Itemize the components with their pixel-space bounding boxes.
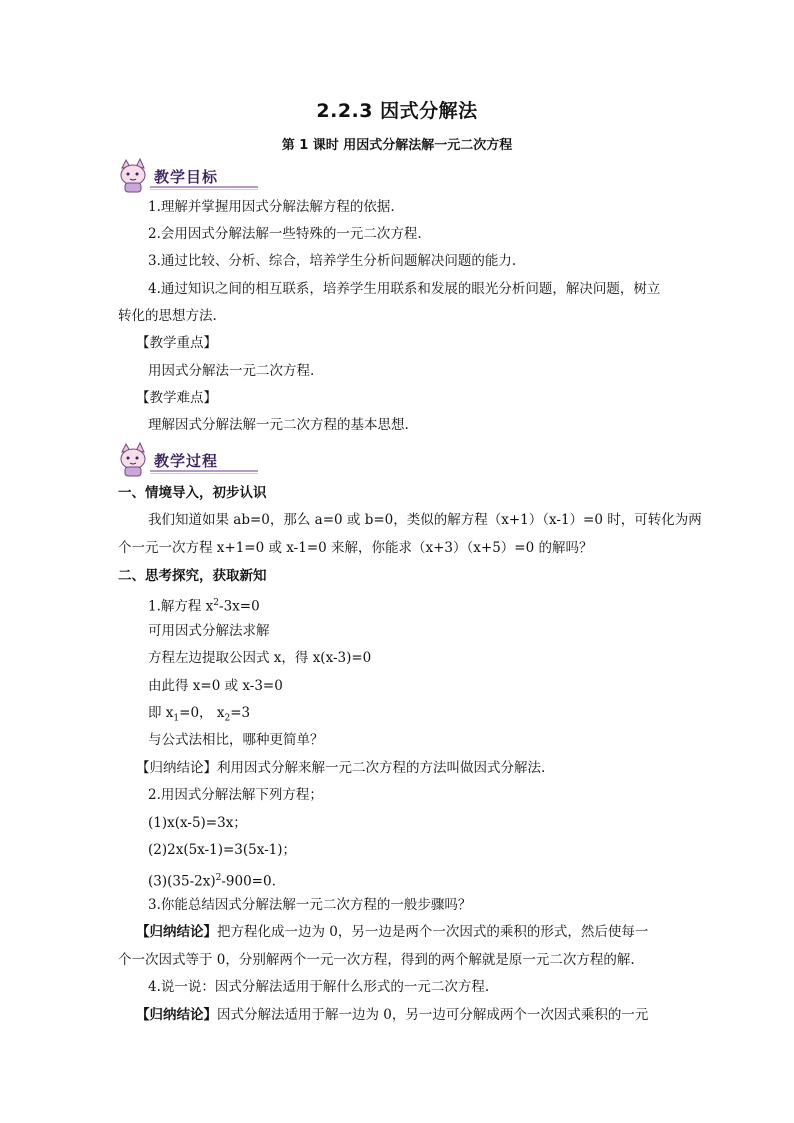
goal-item: 3.通过比较、分析、综合，培养学生分析问题解决问题的能力. bbox=[148, 253, 517, 269]
solution-line: 由此得 x=0 或 x-3=0 bbox=[148, 678, 283, 694]
conclusion-line: 【归纳结论】利用因式分解来解一元二次方程的方法叫做因式分解法. bbox=[136, 760, 546, 776]
exercise-item: $(3)(35-2x)^2-900=0$. bbox=[148, 873, 276, 890]
banner-title: 教学目标 bbox=[154, 168, 219, 186]
conclusion-continued: 个一次因式等于 0，分别解两个一元一次方程，得到的两个解就是原一元二次方程的解. bbox=[118, 952, 635, 968]
paragraph-line: 我们知道如果 ab=0，那么 a=0 或 b=0，类似的解方程（x+1）（x-1）=0 时，可转化为两 bbox=[148, 512, 702, 528]
exercise-title: 2.用因式分解法解下列方程； bbox=[148, 787, 323, 803]
goal-item: 2.会用因式分解法解一些特殊的一元二次方程. bbox=[148, 226, 422, 242]
solution-line: 方程左边提取公因式 x，得 x(x-3)=0 bbox=[148, 650, 372, 666]
page-title: 2.2.3 因式分解法 bbox=[316, 100, 478, 122]
page-subtitle: 第 1 课时 用因式分解法解一元二次方程 bbox=[281, 138, 513, 153]
cat-mascot-icon bbox=[116, 158, 152, 194]
conclusion-line: 【归纳结论】因式分解法适用于解一边为 0，另一边可分解成两个一次因式乘积的一元 bbox=[136, 1007, 649, 1023]
exercise-item: (2)2x(5x-1)=3(5x-1)； bbox=[148, 842, 297, 858]
question-line: 4.说一说：因式分解法适用于解什么形式的一元二次方程. bbox=[148, 979, 490, 995]
key-point-text: 用因式分解法一元二次方程. bbox=[148, 363, 315, 379]
key-point-label: 【教学重点】 bbox=[136, 335, 217, 351]
difficulty-text: 理解因式分解法解一元二次方程的基本思想. bbox=[148, 417, 409, 433]
solution-line: 即 $x_1=0$， $x_2=3$ bbox=[148, 705, 251, 724]
solution-line: 可用因式分解法求解 bbox=[148, 623, 270, 639]
problem-statement: 1.解方程 $x^2-3x=0$ bbox=[148, 598, 260, 615]
banner-title: 教学过程 bbox=[154, 452, 219, 470]
goal-item: 1.理解并掌握用因式分解法解方程的依据. bbox=[148, 199, 395, 215]
section-heading: 二、思考探究，获取新知 bbox=[118, 568, 267, 584]
cat-mascot-icon bbox=[116, 442, 152, 478]
goal-item: 4.通过知识之间的相互联系，培养学生用联系和发展的眼光分析问题，解决问题，树立 bbox=[148, 281, 661, 297]
section-banner-goals bbox=[116, 158, 256, 194]
section-banner-process bbox=[116, 442, 256, 478]
goal-item-continued: 转化的思想方法. bbox=[118, 308, 217, 324]
question-line: 与公式法相比，哪种更简单？ bbox=[148, 732, 324, 748]
section-heading: 一、情境导入，初步认识 bbox=[118, 485, 267, 501]
question-line: 3.你能总结因式分解法解一元二次方程的一般步骤吗？ bbox=[148, 897, 472, 913]
paragraph-line: 个一元一次方程 x+1=0 或 x-1=0 来解，你能求（x+3）（x+5）=0 的解吗？ bbox=[118, 540, 593, 556]
exercise-item: (1)x(x-5)=3x； bbox=[148, 815, 247, 831]
conclusion-line: 【归纳结论】把方程化成一边为 0，另一边是两个一次因式的乘积的形式，然后使每一 bbox=[136, 924, 649, 940]
difficulty-label: 【教学难点】 bbox=[136, 390, 217, 406]
